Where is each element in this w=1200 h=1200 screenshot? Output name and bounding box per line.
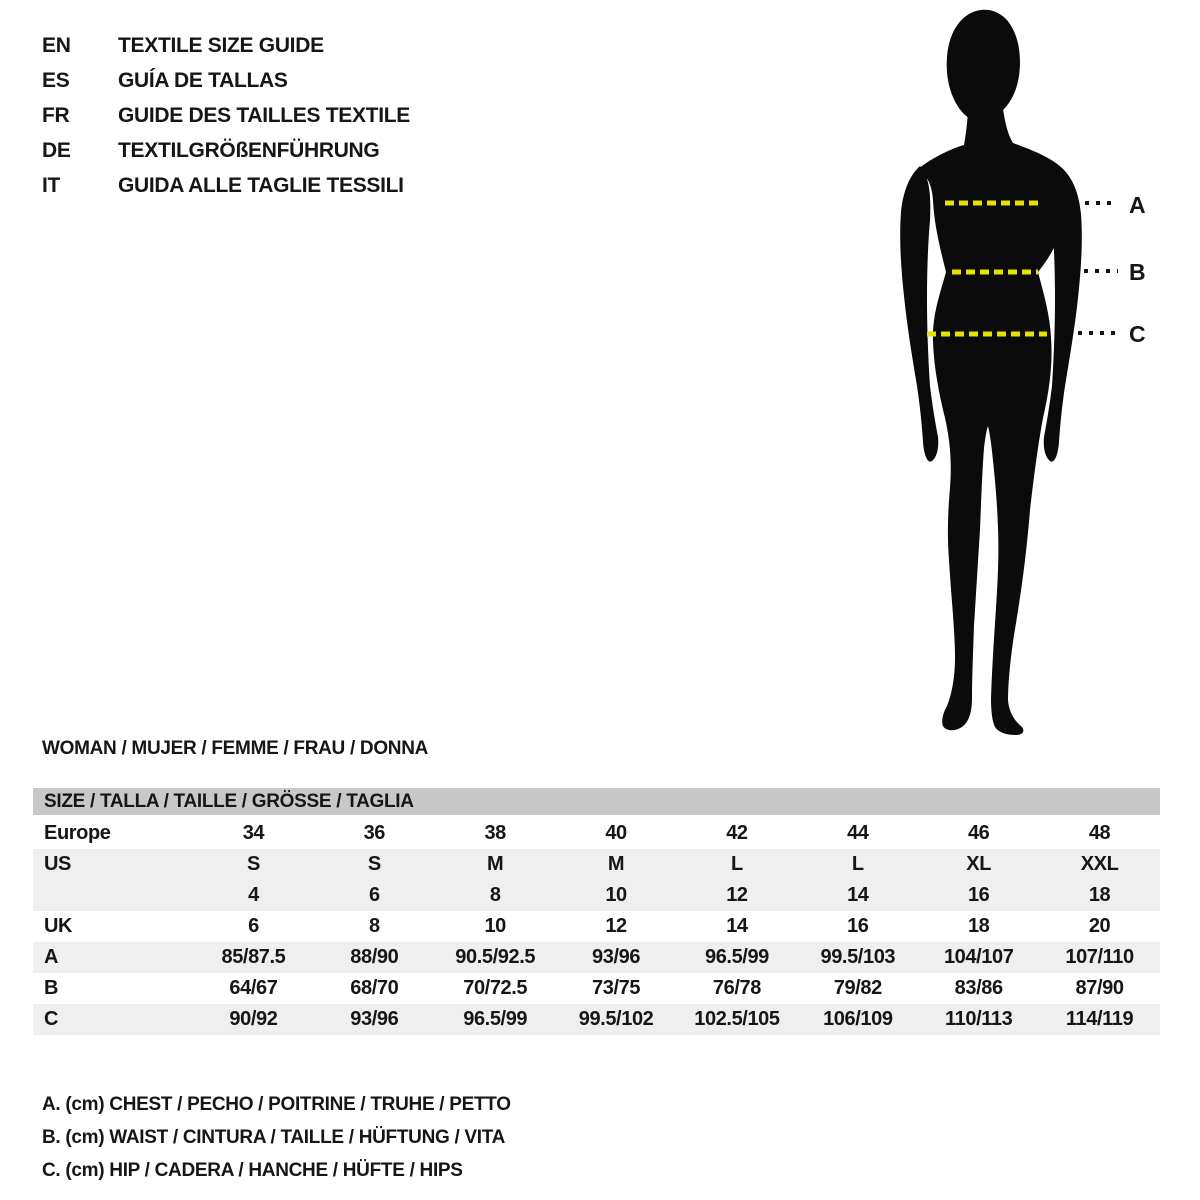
- table-cell: 42: [726, 822, 748, 844]
- language-title: GUIDA ALLE TAGLIE TESSILI: [118, 174, 404, 197]
- table-cell: S: [367, 853, 381, 875]
- table-cell: 83/86: [954, 977, 1003, 999]
- marker-label-waist: B: [1129, 259, 1146, 285]
- table-cell: 10: [484, 915, 506, 937]
- woman-silhouette-icon: [860, 0, 1200, 740]
- row-label: B: [44, 977, 59, 999]
- table-cell: M: [607, 853, 625, 875]
- table-cell: 90.5/92.5: [455, 946, 536, 968]
- size-table-header: SIZE / TALLA / TAILLE / GRÖSSE / TAGLIA: [33, 788, 1160, 815]
- table-cell: M: [487, 853, 504, 875]
- table-cell: 6: [368, 884, 380, 906]
- row-label: UK: [44, 915, 73, 937]
- table-cell: 76/78: [712, 977, 761, 999]
- table-cell: 107/110: [1065, 946, 1134, 968]
- list-item: [42, 168, 410, 203]
- table-row-us-letters: [33, 849, 1160, 880]
- table-cell: XXL: [1080, 853, 1119, 875]
- table-cell: 79/82: [833, 977, 882, 999]
- row-label: C: [44, 1008, 59, 1030]
- table-cell: 10: [605, 884, 627, 906]
- section-title-woman: WOMAN / MUJER / FEMME / FRAU / DONNA: [42, 738, 429, 759]
- table-cell: 12: [605, 915, 627, 937]
- table-cell: 14: [726, 915, 748, 937]
- legend-line-waist: B. (cm) WAIST / CINTURA / TAILLE / HÜFTUNG / VITA: [42, 1127, 506, 1148]
- legend-line-chest: A. (cm) CHEST / PECHO / POITRINE / TRUHE / PETTO: [42, 1094, 511, 1115]
- language-code: ES: [42, 69, 70, 92]
- table-cell: 16: [967, 884, 990, 906]
- table-cell: 68/70: [350, 977, 399, 999]
- table-cell: 88/90: [350, 946, 399, 968]
- table-cell: 99.5/102: [578, 1008, 654, 1030]
- table-cell: S: [246, 853, 260, 875]
- table-cell: 85/87.5: [221, 946, 286, 968]
- measurement-legend: [42, 1088, 511, 1187]
- marker-label-hip: C: [1129, 321, 1146, 347]
- table-cell: 46: [967, 822, 990, 844]
- table-cell: 106/109: [823, 1008, 893, 1030]
- table-cell: 90/92: [229, 1008, 278, 1030]
- table-cell: 102.5/105: [694, 1008, 780, 1030]
- table-row-chest: [33, 942, 1160, 973]
- row-label: US: [44, 853, 71, 875]
- language-code: DE: [42, 139, 71, 162]
- table-cell: 18: [1088, 884, 1111, 906]
- language-code: IT: [42, 174, 61, 197]
- table-cell: 87/90: [1075, 977, 1124, 999]
- table-cell: 73/75: [592, 977, 641, 999]
- table-cell: L: [851, 853, 864, 875]
- table-cell: L: [731, 853, 743, 875]
- marker-label-chest: A: [1129, 192, 1146, 218]
- table-cell: 16: [847, 915, 869, 937]
- table-row-europe: [33, 818, 1160, 849]
- table-cell: 36: [363, 822, 386, 844]
- table-cell: 99.5/103: [820, 946, 896, 968]
- table-cell: 34: [242, 822, 265, 844]
- table-cell: 93/96: [592, 946, 641, 968]
- language-title: GUIDE DES TAILLES TEXTILE: [118, 104, 410, 127]
- table-cell: 114/119: [1065, 1008, 1134, 1030]
- table-cell: 93/96: [350, 1008, 399, 1030]
- row-label: Europe: [44, 822, 111, 844]
- size-table: [33, 818, 1160, 1035]
- row-label: [33, 880, 193, 911]
- measurement-figure: [860, 0, 1200, 740]
- language-title: TEXTILGRÖßENFÜHRUNG: [118, 139, 380, 162]
- table-cell: 20: [1088, 915, 1111, 937]
- legend-line-hip: C. (cm) HIP / CADERA / HANCHE / HÜFTE / HIPS: [42, 1160, 463, 1181]
- table-cell: 8: [368, 915, 380, 937]
- table-cell: 40: [605, 822, 627, 844]
- list-item: [42, 28, 410, 63]
- list-item: [42, 98, 410, 133]
- table-cell: 4: [248, 884, 259, 906]
- table-row-hip: [33, 1004, 1160, 1035]
- leader-lines: [1078, 203, 1118, 333]
- table-cell: 18: [967, 915, 990, 937]
- language-title-list: [42, 28, 410, 203]
- row-label: A: [44, 946, 59, 968]
- table-cell: 48: [1088, 822, 1111, 844]
- language-code: FR: [42, 104, 70, 127]
- language-title: GUÍA DE TALLAS: [118, 69, 288, 92]
- table-row-waist: [33, 973, 1160, 1004]
- table-cell: 12: [726, 884, 748, 906]
- table-cell: 8: [489, 884, 501, 906]
- table-cell: 96.5/99: [463, 1008, 528, 1030]
- table-cell: 104/107: [943, 946, 1014, 968]
- list-item: [42, 133, 410, 168]
- list-item: [42, 63, 410, 98]
- table-row-uk: [33, 911, 1160, 942]
- table-cell: 14: [847, 884, 869, 906]
- language-title: TEXTILE SIZE GUIDE: [118, 34, 324, 57]
- table-cell: 110/113: [945, 1008, 1013, 1030]
- table-cell: XL: [966, 853, 992, 875]
- table-cell: 96.5/99: [704, 946, 769, 968]
- table-cell: 70/72.5: [463, 977, 528, 999]
- table-cell: 44: [847, 822, 869, 844]
- table-cell: 38: [484, 822, 506, 844]
- table-row-us-numbers: [33, 880, 1160, 911]
- table-cell: 64/67: [229, 977, 278, 999]
- table-cell: 6: [248, 915, 259, 937]
- language-code: EN: [42, 34, 71, 57]
